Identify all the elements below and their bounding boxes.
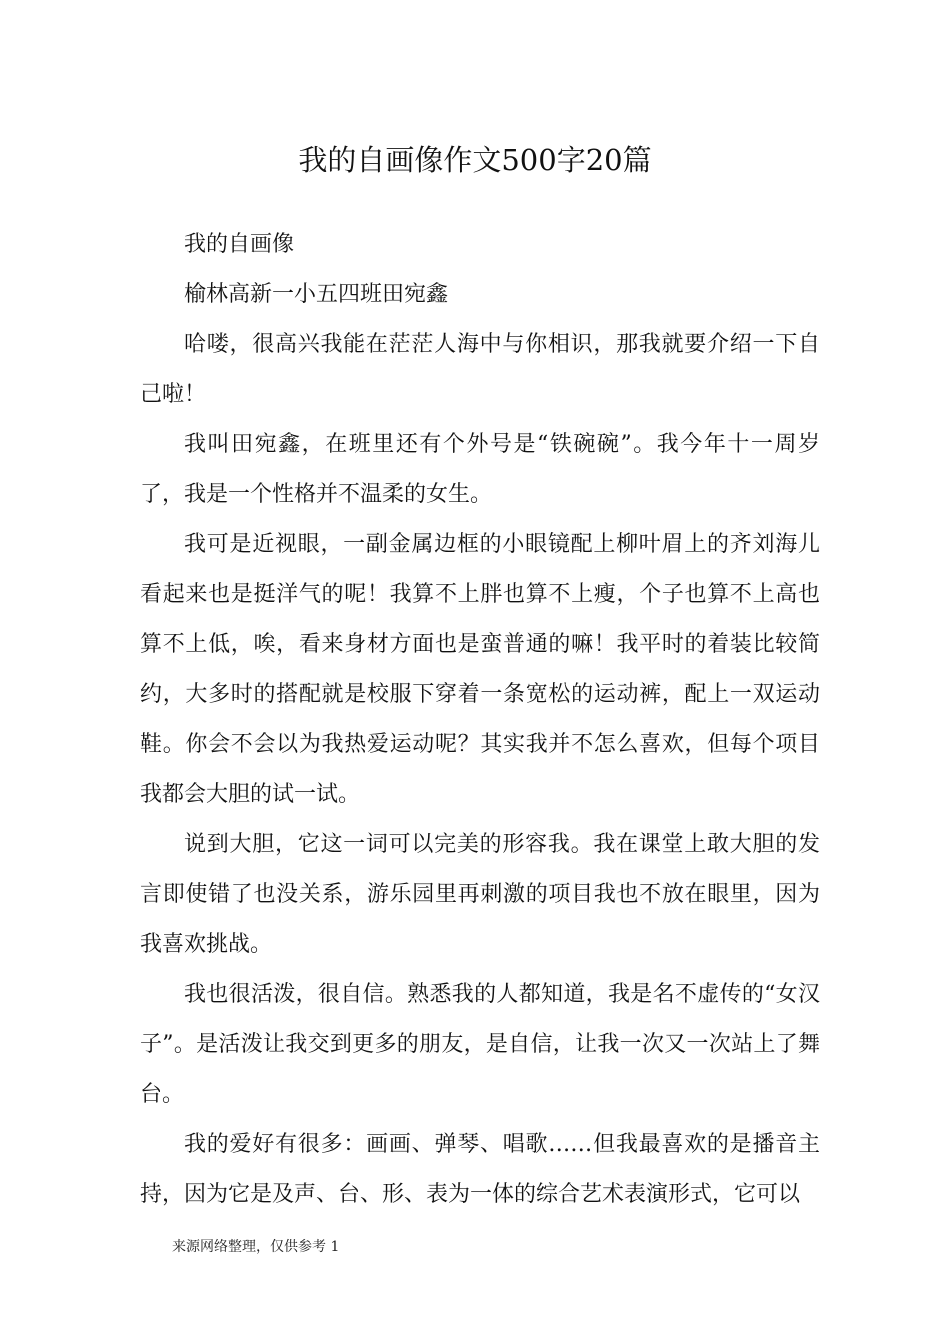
document-title: 我的自画像作文500字20篇 bbox=[298, 143, 652, 177]
paragraph: 我的爱好有很多：画画、弹琴、唱歌……但我最喜欢的是播音主持，因为它是及声、台、形、表为一体的综合艺术表演形式，它可以 bbox=[140, 1132, 820, 1207]
document-body bbox=[140, 220, 820, 1220]
paragraph-heading: 我的自画像 bbox=[184, 232, 295, 257]
paragraph: 哈喽，很高兴我能在茫茫人海中与你相识，那我就要介绍一下自己啦！ bbox=[140, 332, 820, 407]
page-footer: 来源网络整理，仅供参考 1 bbox=[172, 1239, 340, 1255]
paragraph: 我也很活泼，很自信。熟悉我的人都知道，我是名不虚传的“女汉子”。是活泼让我交到更多的朋友，是自信，让我一次又一次站上了舞台。 bbox=[140, 982, 820, 1107]
paragraph-author: 榆林高新一小五四班田宛鑫 bbox=[184, 282, 449, 307]
paragraph: 我叫田宛鑫，在班里还有个外号是“铁碗碗”。我今年十一周岁了，我是一个性格并不温柔的女生。 bbox=[140, 432, 820, 507]
paragraph: 说到大胆，它这一词可以完美的形容我。我在课堂上敢大胆的发言即使错了也没关系，游乐园里再刺激的项目我也不放在眼里，因为我喜欢挑战。 bbox=[140, 832, 820, 957]
paragraph: 我可是近视眼，一副金属边框的小眼镜配上柳叶眉上的齐刘海儿看起来也是挺洋气的呢！我算不上胖也算不上瘦，个子也算不上高也算不上低，唉，看来身材方面也是蛮普通的嘛！我平时的着装比较简约，大多时的搭配就是校服下穿着一条宽松的运动裤，配上一双运动鞋。你会不会以为我热爱运动呢？其实我并不怎么喜欢，但每个项目我都会大胆的试一试。 bbox=[140, 532, 820, 807]
